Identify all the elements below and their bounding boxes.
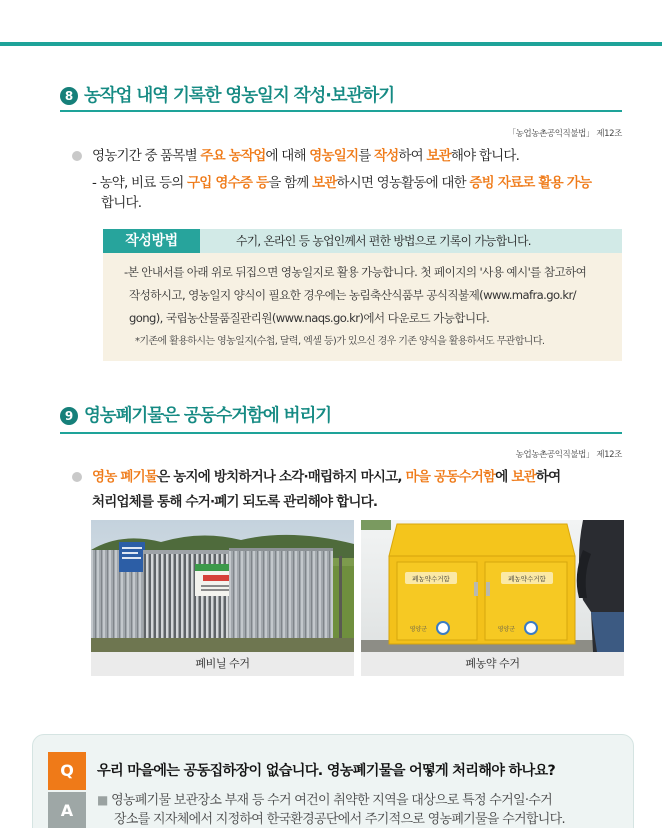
grass: [333, 566, 354, 640]
gate-rail: [143, 550, 229, 554]
method-tab: 작성방법: [103, 229, 200, 253]
law-reference: 「농업농촌공익직불법」 제12조: [507, 129, 622, 139]
highlight-segment: 보관: [426, 148, 451, 164]
bullet-text: [92, 467, 560, 487]
text-segment: 에: [495, 469, 512, 485]
highlight-segment: 증빙 자료로 활용 가능: [469, 175, 592, 191]
highlight-segment: 영농 폐기물: [92, 469, 158, 485]
cabinet-label: 폐농약수거함: [412, 575, 450, 583]
section-title: 농작업 내역 기록한 영농일지 작성·보관하기: [84, 86, 395, 106]
section-underline: [60, 110, 622, 112]
bullet-dot: [72, 151, 82, 161]
pesticide-collection-photo: [361, 520, 624, 652]
method-note: *기존에 활용하시는 영농일지(수첩, 달력, 엑셀 등)가 있으신 경우 기존 양식을 활용하셔도 무관합니다.: [135, 336, 545, 347]
section-number-badge: 8: [60, 87, 78, 105]
section-number-badge: 9: [60, 407, 78, 425]
section-title: 영농폐기물은 공동수거함에 버리기: [84, 406, 332, 426]
highlight-segment: 주요 농작업: [200, 148, 266, 164]
text-segment: 영농기간 중 품목별: [92, 148, 201, 164]
bullet-continuation: 처리업체를 통해 수거·폐기 되도록 관리해야 합니다.: [92, 494, 378, 510]
county-logo-icon: [437, 622, 449, 634]
post: [339, 556, 342, 640]
county-logo-icon: [525, 622, 537, 634]
text-segment: 하여: [535, 469, 561, 485]
answer-line: 장소를 지자체에서 지정하여 한국환경공단에서 주기적으로 영농폐기물을 수거합니다.: [114, 812, 565, 827]
bullet-dot: [72, 472, 82, 482]
text-segment: 에 대해: [265, 148, 310, 164]
cabinet-label: 폐농약수거함: [508, 575, 546, 583]
method-line: -본 안내서를 아래 위로 뒤집으면 영농일지로 활용 가능합니다. 첫 페이지의 '사용 예시'를 참고하여: [124, 265, 587, 279]
sign-line: [122, 557, 141, 559]
vinyl-collection-photo: [91, 520, 354, 652]
ground: [91, 638, 354, 652]
cabinet-lid: [389, 524, 575, 556]
door-handle: [474, 582, 478, 596]
county-logo-text: 영양군: [497, 626, 515, 633]
method-summary: 수기, 온라인 등 농업인께서 편한 방법으로 기록이 가능합니다.: [236, 234, 531, 248]
method-line: gong), 국립농산물품질관리원(www.naqs.go.kr)에서 다운로드 가능합니다.: [129, 311, 490, 325]
answer-badge: A: [48, 792, 86, 828]
question-text: 우리 마을에는 공동집하장이 없습니다. 영농폐기물을 어떻게 처리해야 하나요?: [97, 763, 556, 779]
method-line: 작성하시고, 영농일지 양식이 필요한 경우에는 농림축산식품부 공식직불제(www.mafra.go.kr/: [129, 288, 576, 302]
sign-line: [122, 552, 138, 554]
greenery: [361, 520, 391, 530]
answer-line: [97, 791, 552, 810]
photo-caption: 폐비닐 수거: [91, 652, 354, 676]
banner-line: [201, 589, 233, 591]
fence-right: [229, 548, 333, 640]
text-segment: 를: [358, 148, 374, 164]
text-segment: 해야 합니다.: [450, 148, 520, 164]
highlight-segment: 영농일지: [309, 148, 359, 164]
text-segment: 을 함께: [268, 175, 312, 191]
photo-caption: 폐농약 수거: [361, 652, 624, 676]
highlight-segment: 구입 영수증 등: [186, 175, 269, 191]
county-logo-text: 영양군: [409, 626, 427, 633]
door-handle: [486, 582, 490, 596]
text-segment: 하시면 영농활동에 대한: [336, 175, 470, 191]
text-segment: 은 농지에 방치하거나 소각·매립하지 마시고,: [157, 469, 406, 485]
pesticide-collection-illustration: [361, 520, 624, 652]
highlight-segment: 보관: [311, 175, 337, 191]
sign-line: [122, 547, 142, 549]
question-badge: Q: [48, 752, 86, 790]
fence-top-rail: [229, 548, 333, 551]
law-reference: 농업농촌공익직불법」 제12조: [515, 450, 622, 460]
sub-bullet-text: [92, 173, 591, 193]
text-segment: - 농약, 비료 등의: [92, 175, 187, 191]
text-segment: 하여: [398, 148, 427, 164]
answer-text: 영농폐기물 보관장소 부재 등 수거 여건이 취약한 지역을 대상으로 특정 수거일·수거: [111, 793, 553, 808]
highlight-segment: 마을 공동수거함: [405, 469, 496, 485]
square-bullet-icon: ■: [97, 793, 108, 807]
top-rule: [0, 42, 662, 46]
highlight-segment: 작성: [373, 148, 399, 164]
highlight-segment: 보관: [511, 469, 536, 485]
vinyl-collection-illustration: [91, 520, 354, 652]
section-underline: [60, 432, 622, 434]
bullet-text: [92, 146, 519, 166]
sub-bullet-continuation: 합니다.: [101, 195, 142, 211]
